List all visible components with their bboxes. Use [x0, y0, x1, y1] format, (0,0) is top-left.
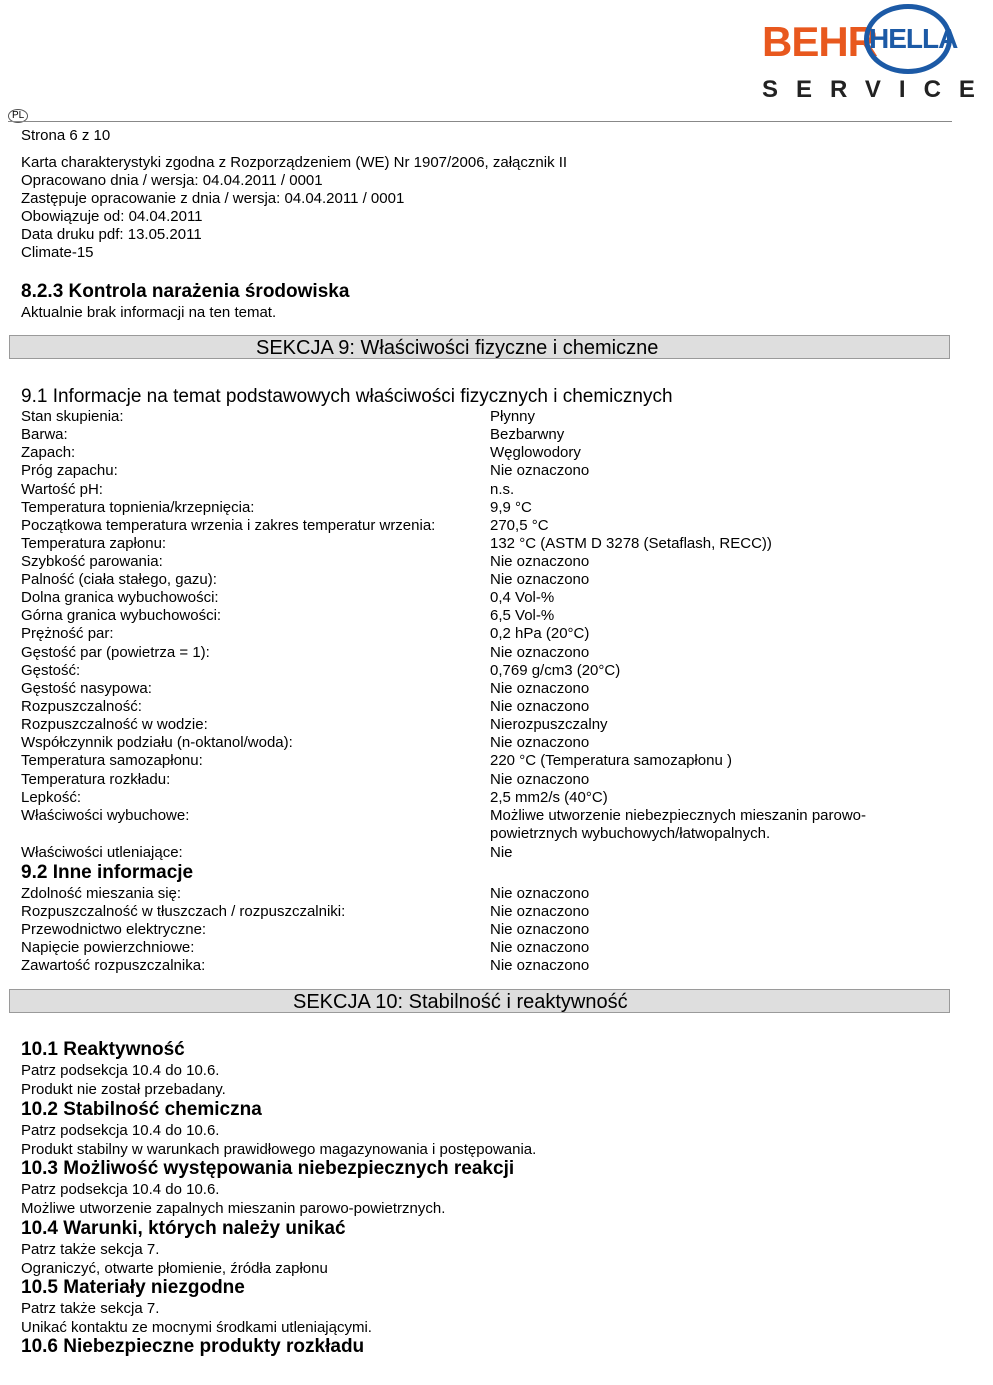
property-label: Lepkość: — [21, 789, 82, 806]
property-value: 0,4 Vol-% — [490, 589, 555, 606]
property-value: Płynny — [490, 408, 536, 425]
subsection-text: Patrz podsekcja 10.4 do 10.6. — [21, 1122, 220, 1139]
property-label: Dolna granica wybuchowości: — [21, 589, 219, 606]
property-value: 270,5 °C — [490, 517, 549, 534]
property-label: Temperatura zapłonu: — [21, 535, 167, 552]
property-value: Nie — [490, 844, 513, 861]
section-bar-9 — [9, 335, 950, 359]
property-value: Nie oznaczono — [490, 644, 590, 661]
subsection-text: Ograniczyć, otwarte płomienie, źródła zapłonu — [21, 1259, 328, 1277]
property-label: Zdolność mieszania się: — [21, 885, 182, 902]
section-bar-10 — [9, 989, 950, 1013]
meta-line: Opracowano dnia / wersja: 04.04.2011 / 0001 — [21, 172, 323, 189]
meta-line: Karta charakterystyki zgodna z Rozporządzeniem (WE) Nr 1907/2006, załącznik II — [21, 154, 568, 171]
property-value: 6,5 Vol-% — [490, 607, 555, 624]
property-label: Górna granica wybuchowości: — [21, 607, 222, 624]
property-value: Nie oznaczono — [490, 680, 590, 697]
property-value: 9,9 °C — [490, 499, 532, 516]
property-label: Współczynnik podziału (n-oktanol/woda): — [21, 734, 293, 751]
property-label: Gęstość par (powietrza = 1): — [21, 644, 210, 661]
meta-line: Zastępuje opracowanie z dnia / wersja: 04.04.2011 / 0001 — [21, 190, 405, 207]
subsection-heading: 10.6 Niebezpieczne produkty rozkładu — [21, 1336, 365, 1357]
subsection-text: Patrz także sekcja 7. — [21, 1241, 160, 1258]
property-label: Właściwości wybuchowe: — [21, 807, 190, 824]
subsection-text: Unikać kontaktu ze mocnymi środkami utleniającymi. — [21, 1318, 372, 1336]
section-heading-8-2-3: 8.2.3 Kontrola narażenia środowiska — [21, 281, 350, 302]
property-value: Możliwe utworzenie niebezpiecznych mieszanin parowo-powietrznych wybuchowych/łatwopalnych. — [490, 807, 867, 842]
hella-logo-text: HELLA — [869, 23, 958, 54]
behr-hella-logo — [756, 4, 993, 103]
property-label: Rozpuszczalność: — [21, 698, 142, 715]
section-bar-title: SEKCJA 10: Stabilność i reaktywność — [293, 991, 628, 1013]
property-label: Zapach: — [21, 444, 76, 461]
property-label: Gęstość nasypowa: — [21, 680, 152, 697]
section-heading-9-1: 9.1 Informacje na temat podstawowych właściwości fizycznych i chemicznych — [21, 386, 673, 407]
property-value: Nie oznaczono — [490, 734, 590, 751]
subsection-heading: 10.2 Stabilność chemiczna — [21, 1099, 262, 1120]
property-value: Węglowodory — [490, 444, 581, 461]
subsection-text: Możliwe utworzenie zapalnych mieszanin parowo-powietrznych. — [21, 1199, 446, 1217]
property-label: Początkowa temperatura wrzenia i zakres temperatur wrzenia: — [21, 517, 436, 534]
property-value: 2,5 mm2/s (40°C) — [490, 789, 608, 806]
meta-line: Climate-15 — [21, 244, 94, 261]
property-value: Nie oznaczono — [490, 939, 590, 956]
property-label: Przewodnictwo elektryczne: — [21, 921, 207, 938]
property-value: Nie oznaczono — [490, 698, 590, 715]
language-badge: PL — [8, 109, 28, 123]
subsection-text: Produkt stabilny w warunkach prawidłowego magazynowania i postępowania. — [21, 1140, 537, 1158]
property-label: Temperatura topnienia/krzepnięcia: — [21, 499, 255, 516]
meta-line: Data druku pdf: 13.05.2011 — [21, 226, 202, 243]
meta-line: Obowiązuje od: 04.04.2011 — [21, 208, 203, 225]
property-value: Nie oznaczono — [490, 957, 590, 974]
property-value: Nie oznaczono — [490, 553, 590, 570]
property-label: Temperatura rozkładu: — [21, 771, 171, 788]
subsection-text: Patrz podsekcja 10.4 do 10.6. — [21, 1181, 220, 1198]
page-number: Strona 6 z 10 — [21, 127, 111, 144]
subsection-text: Patrz także sekcja 7. — [21, 1300, 160, 1317]
property-value: Nie oznaczono — [490, 771, 590, 788]
subsection-text: Produkt nie został przebadany. — [21, 1080, 226, 1098]
section-text: Aktualnie brak informacji na ten temat. — [21, 304, 277, 321]
subsection-heading: 10.4 Warunki, których należy unikać — [21, 1218, 346, 1239]
property-value: Bezbarwny — [490, 426, 565, 443]
behr-logo-text: BEHR — [762, 18, 878, 65]
property-value: n.s. — [490, 481, 515, 498]
property-value: Nie oznaczono — [490, 903, 590, 920]
property-label: Prężność par: — [21, 625, 114, 642]
property-value: Nie oznaczono — [490, 462, 590, 479]
header-divider — [8, 121, 952, 122]
property-value: Nie oznaczono — [490, 885, 590, 902]
hella-logo-oval — [864, 4, 958, 74]
property-label: Napięcie powierzchniowe: — [21, 939, 195, 956]
property-value: Nie oznaczono — [490, 571, 590, 588]
subsection-heading: 10.1 Reaktywność — [21, 1039, 185, 1060]
property-value: 0,769 g/cm3 (20°C) — [490, 662, 621, 679]
subsection-heading: 10.3 Możliwość występowania niebezpiecznych reakcji — [21, 1158, 515, 1179]
property-label: Rozpuszczalność w tłuszczach / rozpuszczalniki: — [21, 903, 346, 920]
property-label: Barwa: — [21, 426, 68, 443]
property-value: Nierozpuszczalny — [490, 716, 608, 733]
property-label: Rozpuszczalność w wodzie: — [21, 716, 208, 733]
service-logo-text: SERVICE — [762, 76, 993, 103]
subsection-text: Patrz podsekcja 10.4 do 10.6. — [21, 1062, 220, 1079]
property-label: Próg zapachu: — [21, 462, 118, 479]
property-label: Stan skupienia: — [21, 408, 124, 425]
section-bar-title: SEKCJA 9: Właściwości fizyczne i chemiczne — [256, 337, 659, 359]
property-value: 0,2 hPa (20°C) — [490, 625, 590, 642]
property-label: Wartość pH: — [21, 481, 103, 498]
section-heading-9-2: 9.2 Inne informacje — [21, 862, 194, 883]
subsection-heading: 10.5 Materiały niezgodne — [21, 1277, 245, 1298]
property-label: Gęstość: — [21, 662, 81, 679]
property-value: 220 °C (Temperatura samozapłonu ) — [490, 752, 732, 769]
property-value: 132 °C (ASTM D 3278 (Setaflash, RECC)) — [490, 535, 772, 552]
property-label: Temperatura samozapłonu: — [21, 752, 203, 769]
property-value: Nie oznaczono — [490, 921, 590, 938]
property-label: Szybkość parowania: — [21, 553, 163, 570]
property-label: Właściwości utleniające: — [21, 844, 183, 861]
property-label: Zawartość rozpuszczalnika: — [21, 957, 206, 974]
property-label: Palność (ciała stałego, gazu): — [21, 571, 217, 588]
